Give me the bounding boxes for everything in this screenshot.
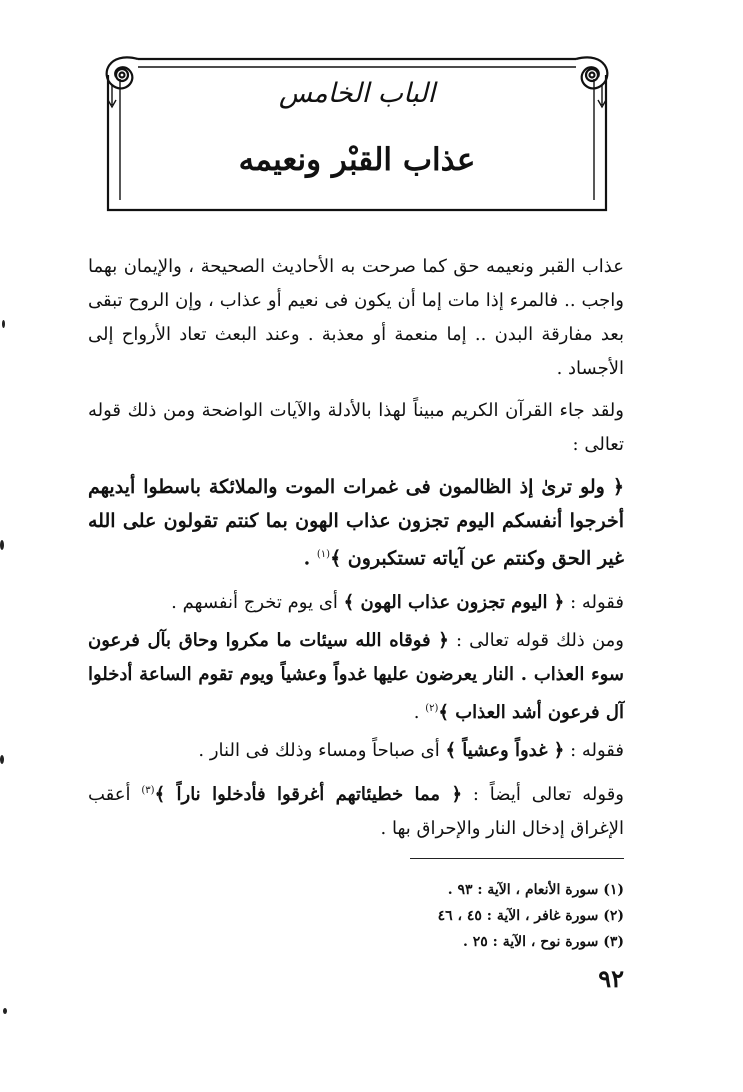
p7-quote: ﴿ مما خطيئاتهم أغرقوا فأدخلوا ناراً ﴾: [154, 784, 463, 805]
scan-speck: [2, 320, 5, 328]
chapter-frame: [98, 45, 616, 215]
p4-intro: فقوله :: [564, 592, 624, 613]
p6-intro: فقوله :: [564, 740, 624, 761]
p6-quote: ﴿ غدواً وعشياً ﴾: [445, 740, 565, 761]
footnote-ref-2: (٢): [425, 703, 439, 714]
scan-speck: [3, 1008, 7, 1014]
p7-intro: وقوله تعالى أيضاً :: [462, 784, 624, 805]
verse-text: ﴿ ولو ترىٰ إذ الظالمون فى غمرات الموت والملائكة باسطوا أيديهم أخرجوا أنفسكم اليوم تجزون عذاب الهون بما كنتم تقولون على الله غير الحق وكنتم عن آياته تستكبرون ﴾: [88, 476, 624, 570]
footnote-ref-1: (١): [316, 549, 331, 560]
p4-quote: ﴿ اليوم تجزون عذاب الهون ﴾: [343, 592, 565, 613]
footnote-item: (١) سورة الأنعام ، الآية : ٩٣ .: [447, 882, 624, 898]
footnote-divider: [410, 858, 624, 859]
p5-end: .: [413, 702, 426, 723]
page-number: ٩٢: [598, 964, 624, 993]
verse-block-1: ﴿ ولو ترىٰ إذ الظالمون فى غمرات الموت والملائكة باسطوا أيديهم أخرجوا أنفسكم اليوم تجزون عذاب الهون بما كنتم تقولون على الله غير الحق وكنتم عن آياته تستكبرون ﴾$^{(١)}$ .: [88, 476, 624, 570]
p5-quote: ﴿ فوقاه الله سيئات ما مكروا وحاق بآل فرعون سوء العذاب . النار يعرضون عليها غدواً وعشياً ويوم تقوم الساعة أدخلوا آل فرعون أشد العذاب ﴾: [88, 630, 624, 723]
paragraph-6: [88, 734, 624, 768]
chapter-title: عذاب القبْر ونعيمه: [238, 142, 476, 178]
footnotes-list: [300, 877, 624, 955]
paragraph-7: [88, 774, 624, 846]
paragraph-2: ولقد جاء القرآن الكريم مبيناً لهذا بالأدلة والآيات الواضحة ومن ذلك قوله تعالى :: [88, 400, 624, 455]
footnote-item: (٢) سورة غافر ، الآية : ٤٥ ، ٤٦: [437, 908, 624, 924]
p4-rest: أى يوم تخرج أنفسهم .: [171, 592, 344, 613]
paragraph-5: [88, 624, 624, 730]
scan-speck: [0, 755, 4, 764]
scan-speck: [0, 540, 4, 550]
paragraph-4: [88, 586, 624, 620]
p6-rest: أى صباحاً ومساء وذلك فى النار .: [198, 740, 446, 761]
paragraph-1: عذاب القبر ونعيمه حق كما صرحت به الأحاديث الصحيحة ، والإيمان بهما واجب .. فالمرء إذا مات إما أن يكون فى نعيم أو عذاب ، وإن الروح تبقى بعد مفارقة البدن .. إما منعمة أو معذبة . وعند البعث تعاد الأرواح إلى الأجساد .: [88, 256, 624, 379]
chapter-label: الباب الخامس: [278, 78, 436, 109]
footnote-item: (٣) سورة نوح ، الآية : ٢٥ .: [462, 934, 624, 950]
footnote-ref-3: (٣): [141, 785, 155, 796]
p7-rest: أعقب الإغراق إدخال النار والإحراق بها .: [88, 784, 624, 839]
ornamental-border: [98, 45, 616, 215]
p5-intro: ومن ذلك قوله تعالى :: [448, 630, 624, 651]
